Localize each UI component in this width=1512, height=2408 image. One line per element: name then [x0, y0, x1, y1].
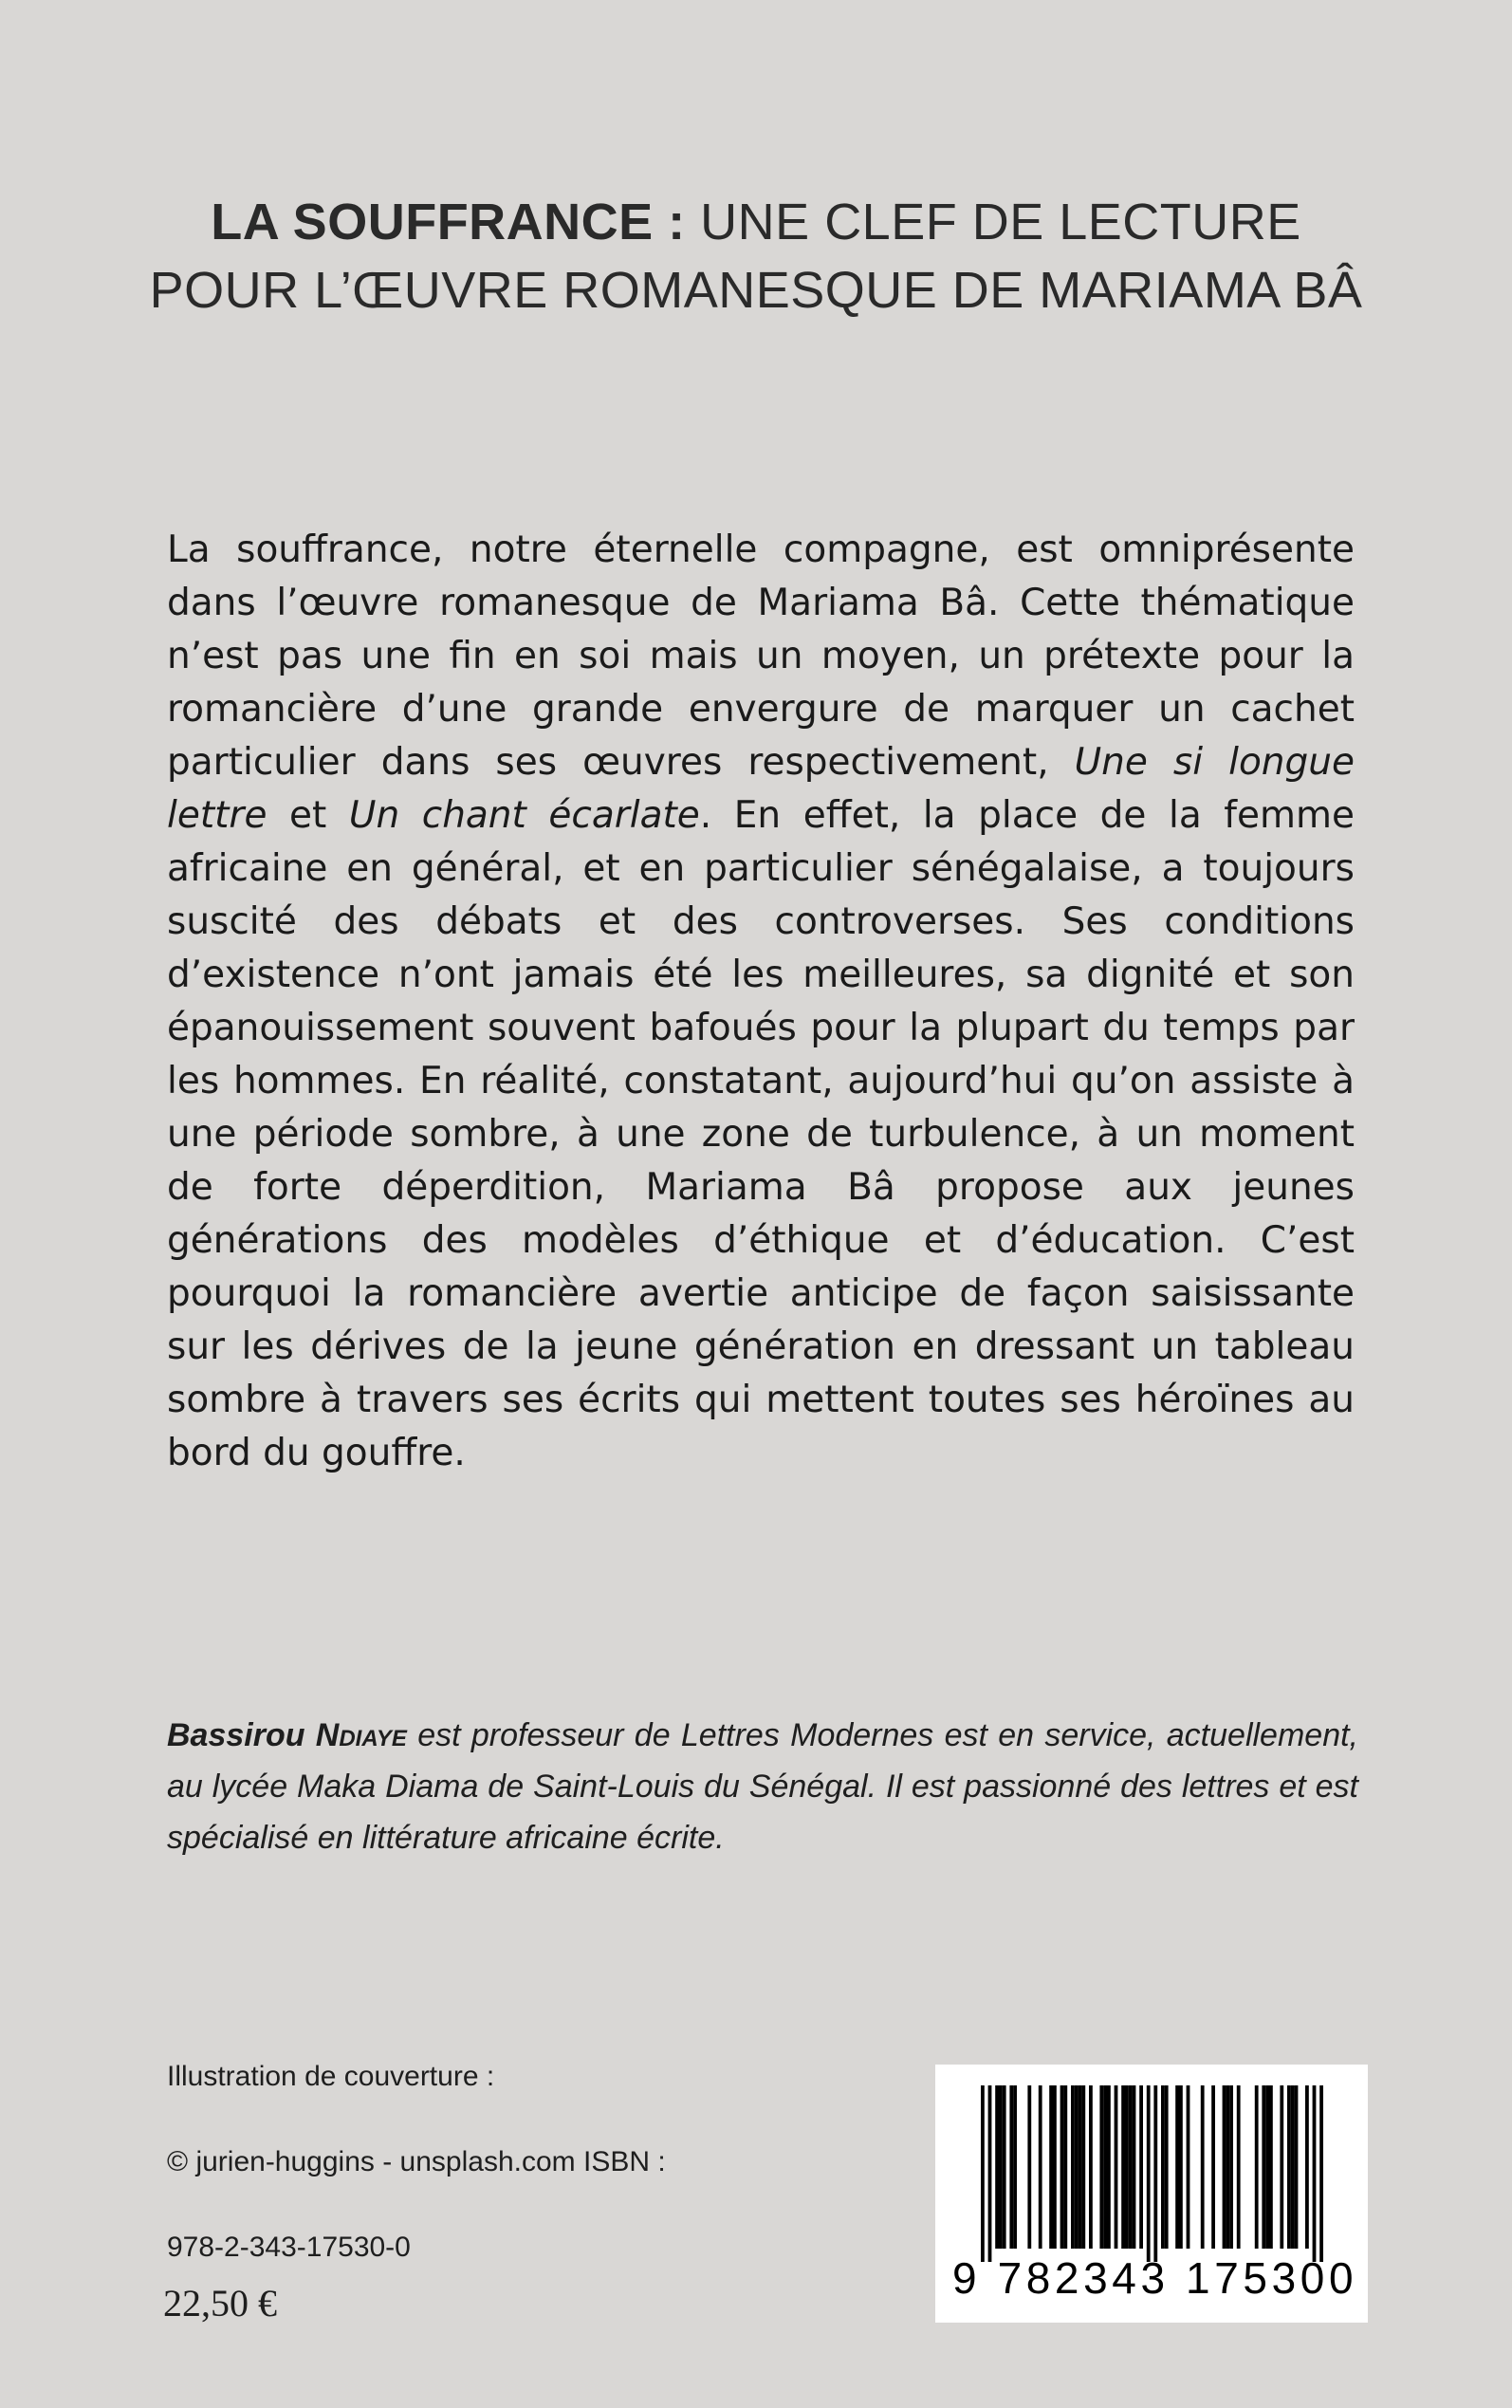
barcode-bar [1295, 2085, 1299, 2249]
barcode-bar [1071, 2085, 1075, 2249]
barcode-bar [1305, 2085, 1309, 2249]
author-last-name: Ndiaye [315, 1717, 407, 1753]
isbn-number: 978-2-343-17530-0 [167, 2232, 411, 2263]
barcode-bar [1009, 2085, 1013, 2249]
illustration-label: Illustration de couverture : [167, 2061, 495, 2092]
summary-between: et [267, 794, 349, 837]
barcode-bar [999, 2085, 1003, 2249]
barcode-bar [1269, 2085, 1273, 2249]
barcode-bar [1027, 2085, 1031, 2249]
barcode-bar [1060, 2085, 1064, 2249]
book-title-1: Une si longue lettre [167, 741, 1355, 837]
summary-paragraph [167, 524, 1355, 1480]
barcode-bar [1187, 2085, 1190, 2249]
illustration-credit: © jurien-huggins - unsplash.com ISBN : [167, 2146, 666, 2177]
barcode [935, 2065, 1368, 2323]
barcode-bar [1291, 2085, 1295, 2249]
barcode-bar [1229, 2085, 1233, 2249]
title-line-1 [0, 188, 1512, 256]
barcode-bar [1103, 2085, 1107, 2249]
barcode-bar [1129, 2085, 1133, 2249]
price: 22,50 € [163, 2282, 277, 2325]
barcode-bar [1121, 2085, 1125, 2249]
barcode-bar [1265, 2085, 1269, 2249]
barcode-bar [1063, 2085, 1067, 2249]
barcode-bar [1107, 2085, 1111, 2249]
barcode-bar [981, 2085, 985, 2262]
author-first-name: Bassirou [167, 1717, 305, 1753]
barcode-bar [1255, 2085, 1259, 2249]
barcode-bar [1280, 2085, 1283, 2249]
author-bio [167, 1710, 1358, 1863]
barcode-bar [1161, 2085, 1165, 2249]
title-line-1-rest: UNE CLEF DE LECTURE [685, 194, 1301, 250]
title-bold: LA SOUFFRANCE : [211, 194, 686, 250]
summary-part-1: La souffrance, notre éternelle compagne, est omniprésente dans l’œuvre romanesque de Mariama Bâ. Cette thématique n’est pas une fin en soi mais un moyen, un prétexte pour la romancière d’une grande envergure de marquer un cachet particulier dans ses œuvres respectivement, [167, 528, 1355, 784]
barcode-bar [1115, 2085, 1118, 2249]
barcode-bar [1013, 2085, 1017, 2249]
barcode-bar [1262, 2085, 1265, 2249]
barcode-digits: 9 782343 175300 [952, 2253, 1358, 2303]
barcode-bar [1139, 2085, 1143, 2249]
barcode-bar [1175, 2085, 1179, 2249]
barcode-bar [1211, 2085, 1215, 2249]
barcode-bar [1226, 2085, 1229, 2249]
barcode-bar [1313, 2085, 1317, 2262]
barcode-bar [1079, 2085, 1082, 2249]
barcode-bar [1075, 2085, 1079, 2249]
barcode-bar [1089, 2085, 1093, 2249]
barcode-bar [988, 2085, 992, 2262]
author-bio-text: est professeur de Lettres Modernes est en service, actuellement, au lycée Maka Diama de Saint-Louis du Sénégal. Il est passionné des lettres et est spécialisé en littérature africaine écrite. [167, 1717, 1358, 1856]
title-line-2: POUR L’ŒUVRE ROMANESQUE DE MARIAMA BÂ [149, 262, 1363, 319]
book-title-2: Un chant écarlate [348, 794, 700, 837]
barcode-bar [1053, 2085, 1057, 2249]
barcode-bar [1081, 2085, 1085, 2249]
barcode-bar [1201, 2085, 1205, 2249]
barcode-bar [1165, 2085, 1169, 2249]
barcode-bar [1179, 2085, 1183, 2249]
summary-part-2: . En effet, la place de la femme africaine en général, et en particulier sénégalaise, a toujours suscité des débats et des controverses. Ses conditions d’existence n’ont jamais été les meilleures, sa dignité et son épanouissement souvent bafoués pour la plupart du temps par les hommes. En réalité, constatant, aujourd’hui qu’on assiste à une période sombre, à une zone de turbulence, à un moment de forte déperdition, Mariama Bâ propose aux jeunes générations des modèles d’éthique et d’éducation. C’est pourquoi la romancière avertie anticipe de façon saisissante sur les dérives de la jeune génération en dressant un tableau sombre à travers ses écrits qui mettent toutes ses héroïnes au bord du gouffre. [167, 794, 1355, 1474]
barcode-bar [1237, 2085, 1241, 2249]
barcode-bar [1125, 2085, 1129, 2249]
barcode-bar [1287, 2085, 1291, 2249]
book-title [0, 188, 1512, 324]
barcode-bar [1319, 2085, 1323, 2262]
barcode-bar [1049, 2085, 1053, 2249]
barcode-bar [1003, 2085, 1006, 2249]
barcode-bar [1039, 2085, 1042, 2249]
barcode-bar [1153, 2085, 1157, 2262]
barcode-bar [1133, 2085, 1136, 2249]
barcode-bar [1223, 2085, 1226, 2249]
barcode-bar [1147, 2085, 1151, 2262]
barcode-bar [1099, 2085, 1103, 2249]
barcode-bar [995, 2085, 999, 2249]
